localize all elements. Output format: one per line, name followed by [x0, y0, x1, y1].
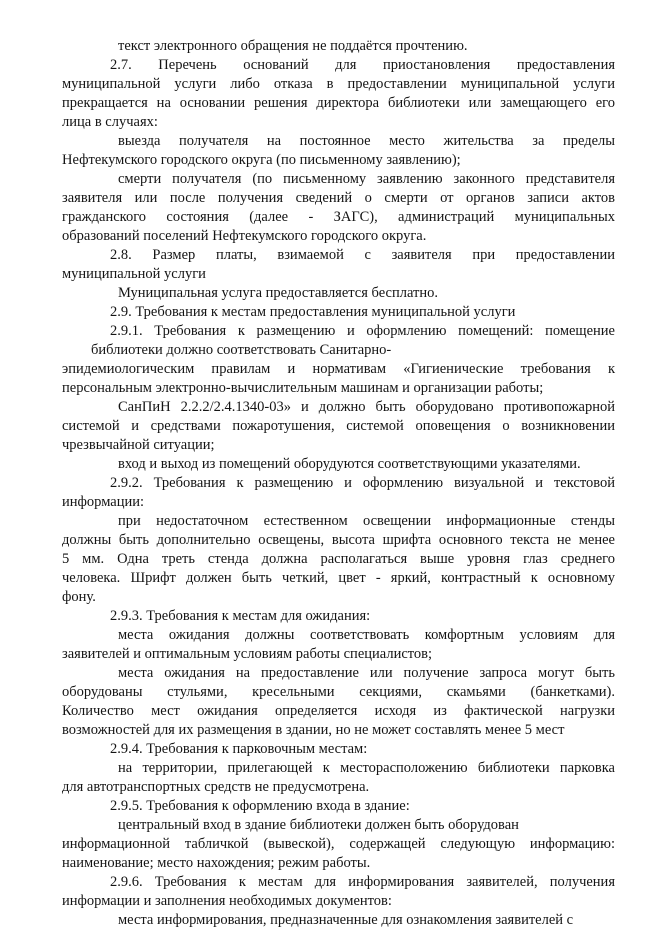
- text-line: места информирования, предназначенные для ознакомления заявителей с: [118, 912, 574, 928]
- text-line: возможностей для их размещения в здании, но не может составлять менее 5 мест: [62, 722, 565, 738]
- clause-2-9-6-heading: 2.9.6. Требования к местам для информирования заявителей, получения: [110, 874, 615, 890]
- text-line: Нефтекумского городского округа (по письменному заявлению);: [62, 152, 461, 168]
- text-line: фону.: [62, 589, 96, 605]
- text-line: выезда получателя на постоянное место жительства за пределы: [118, 133, 615, 149]
- text-line: информации и заполнения необходимых документов:: [62, 893, 392, 909]
- text-line: эпидемиологическим правилам и нормативам «Гигиенические требования к: [62, 361, 615, 377]
- text-line: заявителя или после получения сведений о смерти от органов записи актов: [62, 190, 615, 206]
- text-line: места ожидания должны соответствовать комфортным условиям для: [118, 627, 615, 643]
- text-line: муниципальной услуги либо отказа в предоставлении муниципальной услуги: [62, 76, 615, 92]
- text-line: чрезвычайной ситуации;: [62, 437, 215, 453]
- clause-2-7-heading: 2.7. Перечень оснований для приостановления предоставления: [110, 57, 615, 73]
- clause-2-9-3-heading: 2.9.3. Требования к местам для ожидания:: [110, 608, 371, 624]
- text-line: текст электронного обращения не поддаётся прочтению.: [118, 38, 468, 54]
- text-line: системой и средствами пожаротушения, системой оповещения о возникновении: [62, 418, 615, 434]
- text-line: Муниципальная услуга предоставляется бесплатно.: [118, 285, 438, 301]
- text-line: заявителей и оптимальным условиям работы специалистов;: [62, 646, 433, 662]
- text-line: смерти получателя (по письменному заявлению законного представителя: [118, 171, 615, 187]
- text-line: человека. Шрифт должен быть четкий, цвет - яркий, контрастный к основному: [62, 570, 615, 586]
- clause-2-9-heading: 2.9. Требования к местам предоставления муниципальной услуги: [110, 304, 516, 320]
- text-line: должны быть дополнительно освещены, высота шрифта основного текста не менее: [62, 532, 615, 548]
- clause-2-9-1-heading: 2.9.1. Требования к размещению и оформлению помещений: помещение: [110, 323, 615, 339]
- clause-2-8-heading: 2.8. Размер платы, взимаемой с заявителя при предоставлении: [110, 247, 615, 263]
- text-line: для автотранспортных средств не предусмотрена.: [62, 779, 370, 795]
- text-line: гражданского состояния (далее - ЗАГС), администраций муниципальных: [62, 209, 615, 225]
- text-line: центральный вход в здание библиотеки должен быть оборудован: [118, 817, 519, 833]
- text-line: вход и выход из помещений оборудуются соответствующими указателями.: [118, 456, 581, 472]
- text-line: при недостаточном естественном освещении информационные стенды: [118, 513, 615, 529]
- text-line: места ожидания на предоставление или получение запроса могут быть: [118, 665, 615, 681]
- text-line: информационной табличкой (вывеской), содержащей следующую информацию:: [62, 836, 615, 852]
- text-line: наименование; место нахождения; режим работы.: [62, 855, 371, 871]
- text-line: библиотеки должно соответствовать Санитарно-: [91, 342, 392, 358]
- text-line: лица в случаях:: [62, 114, 158, 130]
- text-line: информации:: [62, 494, 145, 510]
- text-line: муниципальной услуги: [62, 266, 206, 282]
- clause-2-9-2-heading: 2.9.2. Требования к размещению и оформлению визуальной и текстовой: [110, 475, 615, 491]
- text-line: персональным электронно-вычислительным машинам и организации работы;: [62, 380, 544, 396]
- clause-2-9-5-heading: 2.9.5. Требования к оформлению входа в здание:: [110, 798, 410, 814]
- text-line: 5 мм. Одна треть стенда должна располагаться выше уровня глаз среднего: [62, 551, 615, 567]
- text-line: прекращается на основании решения директора библиотеки или замещающего его: [62, 95, 615, 111]
- text-line: оборудованы стульями, кресельными секциями, скамьями (банкетками).: [62, 684, 615, 700]
- clause-2-9-4-heading: 2.9.4. Требования к парковочным местам:: [110, 741, 368, 757]
- text-line: образований поселений Нефтекумского городского округа.: [62, 228, 427, 244]
- text-line: СанПиН 2.2.2/2.4.1340-03» и должно быть оборудовано противопожарной: [118, 399, 615, 415]
- text-line: на территории, прилегающей к месторасположению библиотеки парковка: [118, 760, 615, 776]
- text-line: Количество мест ожидания определяется исходя из фактической нагрузки: [62, 703, 615, 719]
